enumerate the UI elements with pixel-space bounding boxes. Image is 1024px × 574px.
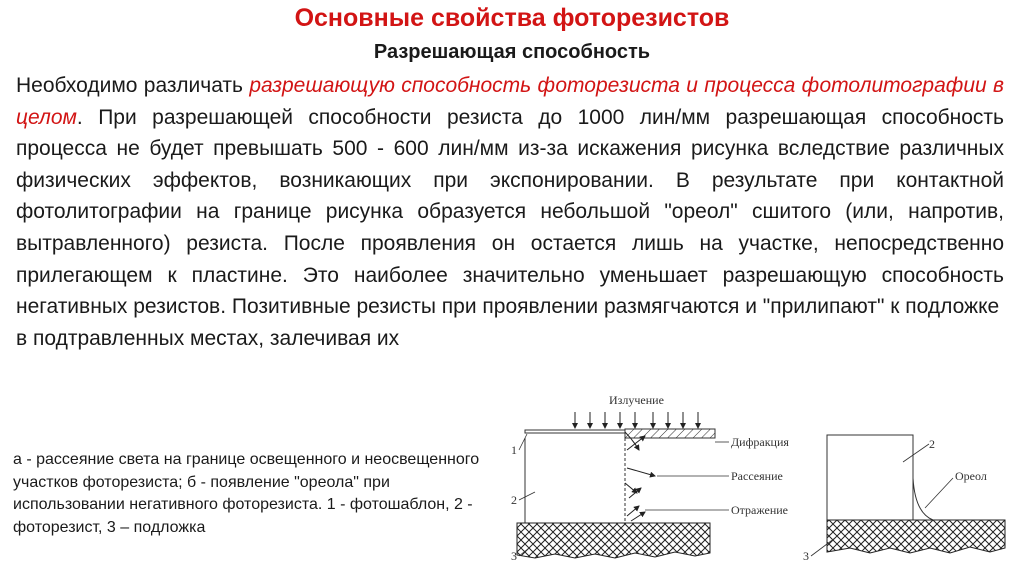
label-reflection: Отражение xyxy=(731,503,789,517)
substrate-b xyxy=(827,520,1005,553)
label-diffraction: Дифракция xyxy=(731,435,789,449)
num-1: 1 xyxy=(511,443,517,457)
paragraph-text-1: Необходимо различать xyxy=(16,74,250,97)
paragraph-text-3: в подтравленных местах, залечивая их xyxy=(16,326,400,350)
substrate-a xyxy=(517,523,710,558)
label-leaders xyxy=(645,442,729,510)
figure-b xyxy=(803,435,1005,563)
figure-a xyxy=(511,393,789,563)
num-3: 3 xyxy=(511,549,517,563)
label-halo: Ореол xyxy=(955,469,987,483)
photomask-opaque xyxy=(625,429,715,438)
main-paragraph xyxy=(16,70,1004,354)
num-2b: 2 xyxy=(929,437,935,451)
num-2: 2 xyxy=(511,493,517,507)
figure-diagram xyxy=(505,388,1010,574)
slide-subtitle: Разрешающая способность xyxy=(373,41,651,63)
effect-arrows xyxy=(625,432,655,521)
radiation-arrows xyxy=(575,412,698,428)
paragraph-highlight: разрешающую способность фоторезиста и процесса фотолитографии в целом xyxy=(16,74,1004,129)
label-radiation: Излучение xyxy=(609,393,664,407)
photoresist-block-b xyxy=(827,435,913,520)
paragraph-text-2: . При разрешающей способности резиста до 1000 лин/мм разрешающая способность процесса не будет превышать 500 - 600 лин/мм из-за искажения рисунка вследствие различных физических эффектов, возникающих при экспонировании. В результате при контактной фотолитографии на границе рисунка образуется небольшой "ореол" сшитого (или, напротив, вытравленного) резиста. После проявления он остается лишь на участке, непосредственно прилегающем к пластине. Это наиболее значительно уменьшает разрешающую способность негативных резистов. Позитивные резисты при проявлении размягчаются и "прилипают" к подложке xyxy=(16,105,1004,319)
label-scattering: Рассеяние xyxy=(731,469,783,483)
figure-caption: а - рассеяние света на границе освещенного и неосвещенного участков фоторезиста; б - появление "ореола" при использовании негативного фоторезиста. 1 - фотошаблон, 2 - фоторезист, 3 – подложка xyxy=(13,451,480,536)
num-3b: 3 xyxy=(803,549,809,563)
halo-shape xyxy=(913,478,933,520)
slide-title: Основные свойства фоторезистов xyxy=(294,4,730,32)
photomask-clear xyxy=(525,430,625,433)
